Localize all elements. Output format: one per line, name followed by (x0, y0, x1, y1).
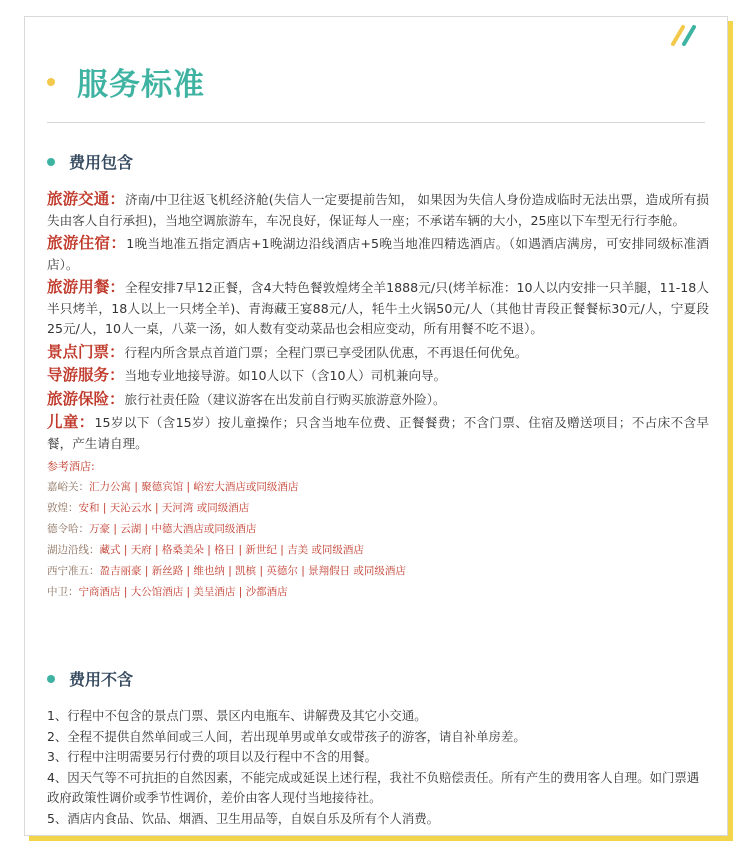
hotel-row (47, 582, 709, 603)
included-item (47, 277, 709, 340)
section-title-included: 费用包含 (69, 153, 134, 172)
excluded-list (47, 706, 709, 829)
hotel-region: 嘉峪关： (47, 481, 89, 493)
service-standard-card (24, 16, 728, 836)
excluded-item: 2、全程不提供自然单间或三人间，若出现单男或单女或带孩子的游客，请自补单房差。 (47, 728, 526, 744)
included-item-label: 景点门票： (47, 342, 125, 361)
section-title-excluded: 费用不含 (69, 670, 134, 689)
page-title-row (47, 59, 205, 104)
hotel-row (47, 540, 709, 561)
page-title: 服务标准 (77, 67, 205, 103)
included-item (47, 342, 709, 364)
hotel-row (47, 477, 709, 498)
hotel-region: 德令哈： (47, 523, 89, 535)
hotel-names: 安和 | 天沁云水 | 天河湾 或同级酒店 (78, 502, 250, 514)
excluded-item: 1、行程中不包含的景点门票、景区内电瓶车、讲解费及其它小交通。 (47, 708, 427, 723)
included-item-text: 全程安排7早12正餐，含4大特色餐敦煌烤全羊1888元/只(烤羊标准：10人以内安排一只羊腿，11-18人半只烤羊，18人以上一只烤全羊)、青海藏王宴88元/人，牦牛土火锅50元/人（其他甘青段正餐餐标30元/人，宁夏段25元/人，10人一桌，八菜一汤，如人数有变动菜品也会相应变动，所有用餐不吃不退）。 (47, 280, 709, 336)
decorative-slashes-icon (669, 24, 699, 46)
excluded-item: 3、行程中注明需要另行付费的项目以及行程中不含的用餐。 (47, 749, 378, 764)
included-item (47, 233, 709, 275)
excluded-item: 4、因天气等不可抗拒的自然因素，不能完成或延误上述行程，我社不负赔偿责任。所有产生的费用客人自理。如门票遇政府政策性调价或季节性调价，差价由客人现付当地接待社。 (47, 769, 700, 805)
hotel-names: 盈吉丽豪 | 新丝路 | 维也纳 | 凯槟 | 英德尔 | 景翔假日 或同级酒店 (99, 565, 406, 577)
hotel-names: 万豪 | 云湖 | 中德大酒店或同级酒店 (89, 523, 257, 535)
included-item-text: 旅行社责任险（建议游客在出发前自行购买旅游意外险）。 (124, 391, 446, 407)
included-item (47, 189, 709, 231)
hotel-names: 宁商酒店 | 大公馆酒店 | 美呈酒店 | 沙都酒店 (78, 586, 288, 598)
included-item-label: 儿童： (47, 413, 95, 431)
section-bullet-icon (47, 158, 55, 166)
section-bullet-icon (47, 675, 55, 683)
excluded-item: 5、酒店内食品、饮品、烟酒、卫生用品等，自娱自乐及所有个人消费。 (47, 810, 439, 826)
included-item-label: 旅游交通： (47, 190, 125, 208)
hotel-row (47, 498, 709, 519)
included-content (47, 189, 709, 603)
hotel-region: 湖边沿线： (47, 544, 100, 556)
included-item-text: 当地专业地接导游。如10人以下（含10人）司机兼向导。 (124, 368, 447, 383)
hotel-row (47, 519, 709, 540)
included-item-label: 旅游用餐： (47, 278, 126, 296)
title-bullet-icon (47, 78, 55, 86)
hotel-region: 西宁准五： (47, 565, 100, 577)
included-item-label: 旅游住宿： (47, 234, 127, 252)
section-header-excluded (47, 667, 133, 690)
section-header-included (47, 150, 133, 173)
included-item (47, 389, 709, 411)
reference-hotels-title: 参考酒店: (47, 460, 95, 473)
reference-hotels (47, 456, 709, 603)
included-item (47, 365, 709, 387)
included-item (47, 412, 709, 454)
hotel-region: 敦煌： (47, 502, 79, 514)
hotel-names: 汇力公寓 | 聚德宾馆 | 峪宏大酒店或同级酒店 (89, 481, 299, 493)
hotel-region: 中卫： (47, 586, 79, 598)
included-item-text: 1晚当地准五指定酒店+1晚湖边沿线酒店+5晚当地准四精选酒店。（如遇酒店满房，可安排同级标准酒店）。 (47, 236, 709, 272)
title-divider (47, 122, 705, 123)
included-item-text: 济南/中卫往返飞机经济舱(失信人一定要提前告知， 如果因为失信人身份造成临时无法出票，造成所有损失由客人自行承担)，当地空调旅游车，车况良好，保证每人一座；不承诺车辆的大小，25座以下车型无行行李舱。 (47, 192, 709, 228)
included-item-label: 导游服务： (47, 366, 125, 384)
included-item-label: 旅游保险： (47, 389, 125, 408)
included-item-text: 15岁以下（含15岁）按儿童操作；只含当地车位费、正餐餐费；不含门票、住宿及赠送项目；不占床不含早餐，产生请自理。 (47, 415, 709, 451)
hotel-names: 藏式 | 天府 | 格桑美朵 | 格日 | 新世纪 | 吉美 或同级酒店 (99, 544, 364, 556)
hotel-row (47, 561, 709, 582)
included-item-text: 行程内所含景点首道门票；全程门票已享受团队优惠，不再退任何优免。 (124, 344, 528, 360)
